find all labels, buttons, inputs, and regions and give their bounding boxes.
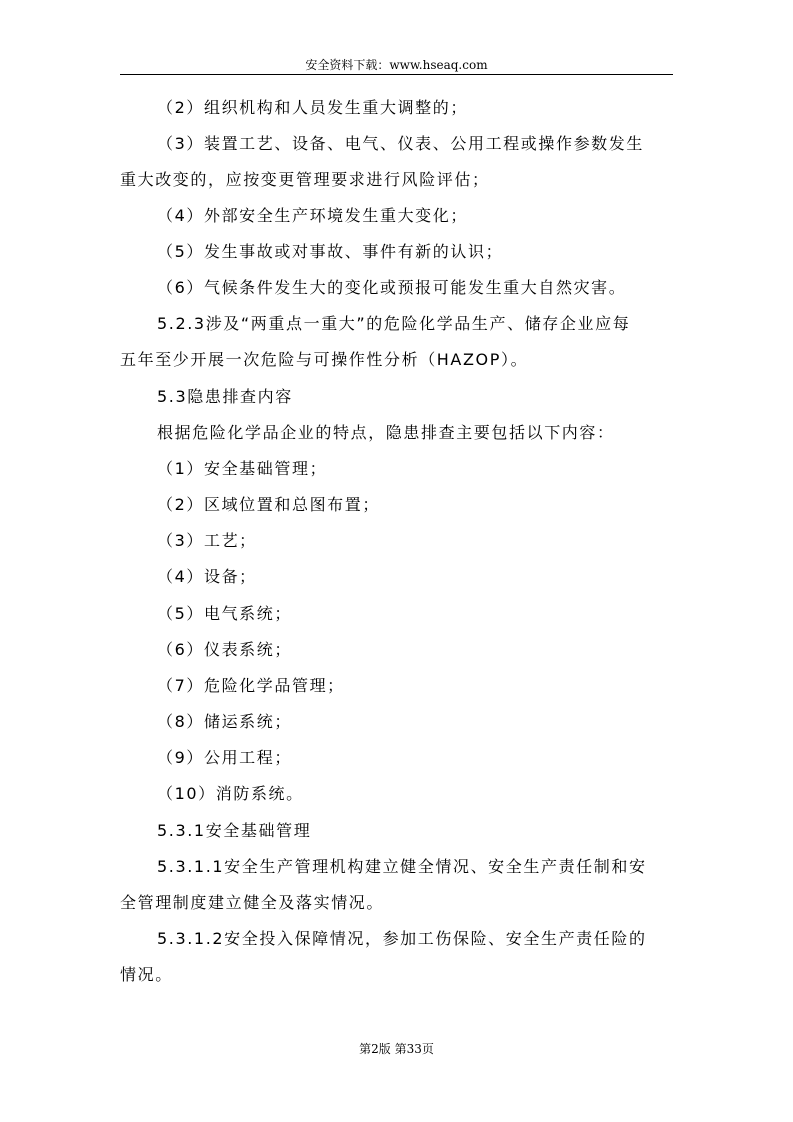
list-item: （7）危险化学品管理； — [157, 676, 345, 695]
page-footer: 第2版 第33页 — [359, 1042, 434, 1056]
list-item: （3）工艺； — [157, 531, 257, 550]
paragraph: 5.2.3涉及“两重点一重大”的危险化学品生产、储存企业应每 — [157, 314, 631, 333]
paragraph-continuation: 情况。 — [120, 965, 173, 984]
list-item: （8）储运系统； — [157, 712, 292, 731]
paragraph: 根据危险化学品企业的特点，隐患排查主要包括以下内容： — [157, 423, 615, 442]
paragraph: 5.3.1.1安全生产管理机构建立健全情况、安全生产责任制和安 — [157, 857, 647, 876]
section-heading: 5.3.1安全基础管理 — [157, 821, 312, 840]
paragraph-continuation: 全管理制度建立健全及落实情况。 — [120, 893, 385, 912]
section-heading: 5.3隐患排查内容 — [157, 387, 293, 406]
list-item: （2）区域位置和总图布置； — [157, 495, 380, 514]
paragraph-continuation: 重大改变的，应按变更管理要求进行风险评估； — [120, 170, 490, 189]
page-header: 安全资料下载：www.hseaq.com — [305, 58, 488, 72]
list-item: （6）仪表系统； — [157, 640, 292, 659]
paragraph: （2）组织机构和人员发生重大调整的； — [157, 98, 468, 117]
paragraph: （6）气候条件发生大的变化或预报可能发生重大自然灾害。 — [157, 278, 627, 297]
list-item: （9）公用工程； — [157, 748, 292, 767]
paragraph: （4）外部安全生产环境发生重大变化； — [157, 206, 468, 225]
list-item: （1）安全基础管理； — [157, 459, 328, 478]
list-item: （10）消防系统。 — [157, 784, 304, 803]
list-item: （4）设备； — [157, 567, 257, 586]
header-divider — [120, 74, 673, 75]
paragraph: （3）装置工艺、设备、电气、仪表、公用工程或操作参数发生 — [157, 134, 644, 153]
paragraph: （5）发生事故或对事故、事件有新的认识； — [157, 242, 504, 261]
paragraph-continuation: 五年至少开展一次危险与可操作性分析（HAZOP）。 — [120, 350, 529, 369]
list-item: （5）电气系统； — [157, 604, 292, 623]
paragraph: 5.3.1.2安全投入保障情况，参加工伤保险、安全生产责任险的 — [157, 929, 647, 948]
